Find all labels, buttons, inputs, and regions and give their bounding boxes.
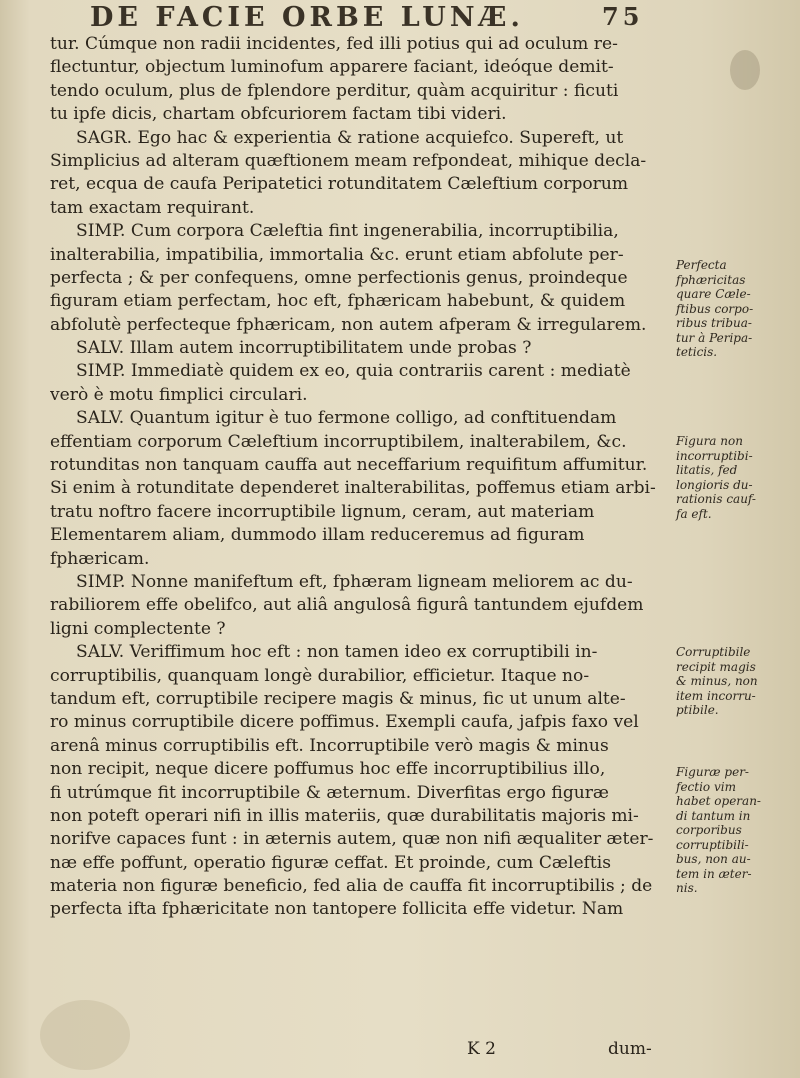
text-line: tur. Cúmque non radii incidentes, fed illi potius qui ad oculum re- [50, 34, 618, 54]
text-line: ro minus corruptibile dicere poffimus. Exempli caufa, jafpis faxo vel [50, 712, 639, 733]
page-number: 75 [602, 2, 644, 31]
text-line: næ effe poffunt, operatio figuræ ceffat. Et proinde, cum Cæleftis [50, 852, 611, 873]
margin-note-line: ptibile. [676, 703, 719, 717]
margin-note [676, 765, 794, 896]
margin-note-line: corruptibili- [676, 837, 749, 852]
margin-note-line: item incorru- [676, 688, 756, 703]
text-line: SIMP. Nonne manifeftum eft, fphæram ligneam meliorem ac du- [76, 571, 633, 592]
margin-note-line: rationis cauf- [676, 492, 756, 506]
margin-note-line: longioris du- [676, 477, 753, 492]
margin-note-line: tem in æter- [676, 866, 752, 881]
margin-note-line: teticis. [676, 345, 718, 359]
margin-note-line: Figura non [676, 434, 743, 448]
text-line: Si enim à rotunditate dependeret inalterabilitas, poffemus etiam arbi- [50, 478, 656, 499]
text-line: Elementarem aliam, dummodo illam reduceremus ad figuram [50, 525, 585, 546]
margin-note-line: ribus tribua- [676, 316, 752, 330]
margin-note-line: incorruptibi- [676, 448, 753, 463]
margin-note-line: litatis, fed [676, 463, 738, 477]
margin-note-line: Figuræ per- [676, 765, 749, 779]
margin-note [676, 434, 794, 521]
text-line: rabiliorem effe obelifco, aut aliâ angulosâ figurâ tantundem ejufdem [50, 595, 644, 616]
margin-note-line: fphæricitas [676, 272, 746, 287]
text-line: perfecta ; & per confequens, omne perfectionis genus, proindeque [50, 267, 628, 288]
running-header [90, 2, 650, 36]
margin-note-line: ftibus corpo- [676, 301, 754, 316]
text-line: verò è motu fimplici circulari. [50, 384, 308, 405]
signature-mark: K 2 [467, 1039, 496, 1059]
text-line: SIMP. Cum corpora Cæleftia fint ingenerabilia, incorruptibilia, [76, 221, 619, 242]
text-line: fi utrúmque fit incorruptibile & æternum. Diverfitas ergo figuræ [50, 782, 610, 803]
text-line: ligni complectente ? [50, 618, 226, 639]
text-line: non recipit, neque dicere poffumus hoc effe incorruptibilius illo, [50, 759, 606, 780]
text-line: figuram etiam perfectam, hoc eft, fphæricam habebunt, & quidem [50, 291, 626, 312]
margin-note-line: di tantum in [676, 808, 751, 823]
text-line: SALV. Quantum igitur è tuo fermone colligo, ad conftituendam [76, 408, 617, 429]
margin-note-line: Corruptibile [676, 645, 751, 659]
text-line: flectuntur, objectum luminofum apparere faciant, ideóque demit- [50, 57, 614, 78]
text-line: tendo oculum, plus de fplendore perditur, quàm acquiritur : ficuti [50, 80, 619, 101]
text-line: SAGR. Ego hac & experientia & ratione acquiefco. Supereft, ut [76, 127, 624, 148]
running-title: DE FACIE ORBE LUNÆ. [90, 2, 524, 33]
text-line: perfecta ifta fphæricitate non tantopere follicita effe videtur. Nam [50, 899, 624, 920]
text-line: effentiam corporum Cæleftium incorruptibilem, inalterabilem, &c. [50, 431, 627, 452]
text-line: tam exactam requirant. [50, 197, 255, 218]
margin-note-line: Perfecta [676, 258, 727, 272]
text-line: abfolutè perfecteque fphæricam, non autem afperam & irregularem. [50, 314, 647, 335]
text-line: fphæricam. [50, 548, 150, 569]
margin-note-line: tur à Peripa- [676, 330, 753, 345]
text-line: arenâ minus corruptibilis eft. Incorruptibile verò magis & minus [50, 735, 609, 756]
margin-note-line: quare Cæle- [676, 287, 751, 301]
margin-note-line: nis. [676, 881, 698, 895]
margin-note [676, 258, 794, 360]
text-line: ret, ecqua de caufa Peripatetici rotunditatem Cæleftium corporum [50, 174, 629, 195]
margin-note [676, 645, 794, 718]
margin-note-line: habet operan- [676, 794, 761, 808]
text-line: tu ipfe dicis, chartam obfcuriorem factam tibi videri. [50, 104, 507, 125]
page-stain [40, 1000, 130, 1070]
margin-note-line: & minus, non [676, 674, 758, 688]
text-line: norifve capaces funt : in æternis autem, quæ non nifi æqualiter æter- [50, 829, 654, 850]
catchword: dum- [608, 1039, 652, 1059]
text-line: non poteft operari nifi in illis materiis, quæ durabilitatis majoris mi- [50, 805, 639, 826]
page-stain [730, 50, 760, 90]
text-line: materia non figuræ beneficio, fed alia de cauffa fit incorruptibilis ; de [50, 876, 653, 897]
text-line: SALV. Veriffimum hoc eft : non tamen ideo ex corruptibili in- [76, 642, 598, 663]
text-line: corruptibilis, quanquam longè durabilior, efficietur. Itaque no- [50, 665, 590, 686]
margin-note-line: bus, non au- [676, 852, 751, 866]
text-line: inalterabilia, impatibilia, immortalia &c. erunt etiam abfolute per- [50, 244, 624, 265]
margin-note-line: fa eft. [676, 506, 712, 521]
text-line: tratu noftro facere incorruptibile lignum, ceram, aut materiam [50, 501, 595, 522]
body-text [50, 33, 675, 922]
margin-note-line: corporibus [676, 823, 742, 837]
text-line: SALV. Illam autem incorruptibilitatem unde probas ? [76, 338, 532, 359]
text-line: rotunditas non tanquam cauffa aut neceffarium requifitum affumitur. [50, 455, 648, 476]
margin-note-line: recipit magis [676, 659, 756, 674]
text-line: Simplicius ad alteram quæftionem meam refpondeat, mihique decla- [50, 150, 647, 171]
text-line: SIMP. Immediatè quidem ex eo, quia contrariis carent : mediatè [76, 361, 631, 382]
margin-note-line: fectio vim [676, 779, 736, 794]
text-line: tandum eft, corruptibile recipere magis & minus, fic ut unum alte- [50, 688, 626, 709]
